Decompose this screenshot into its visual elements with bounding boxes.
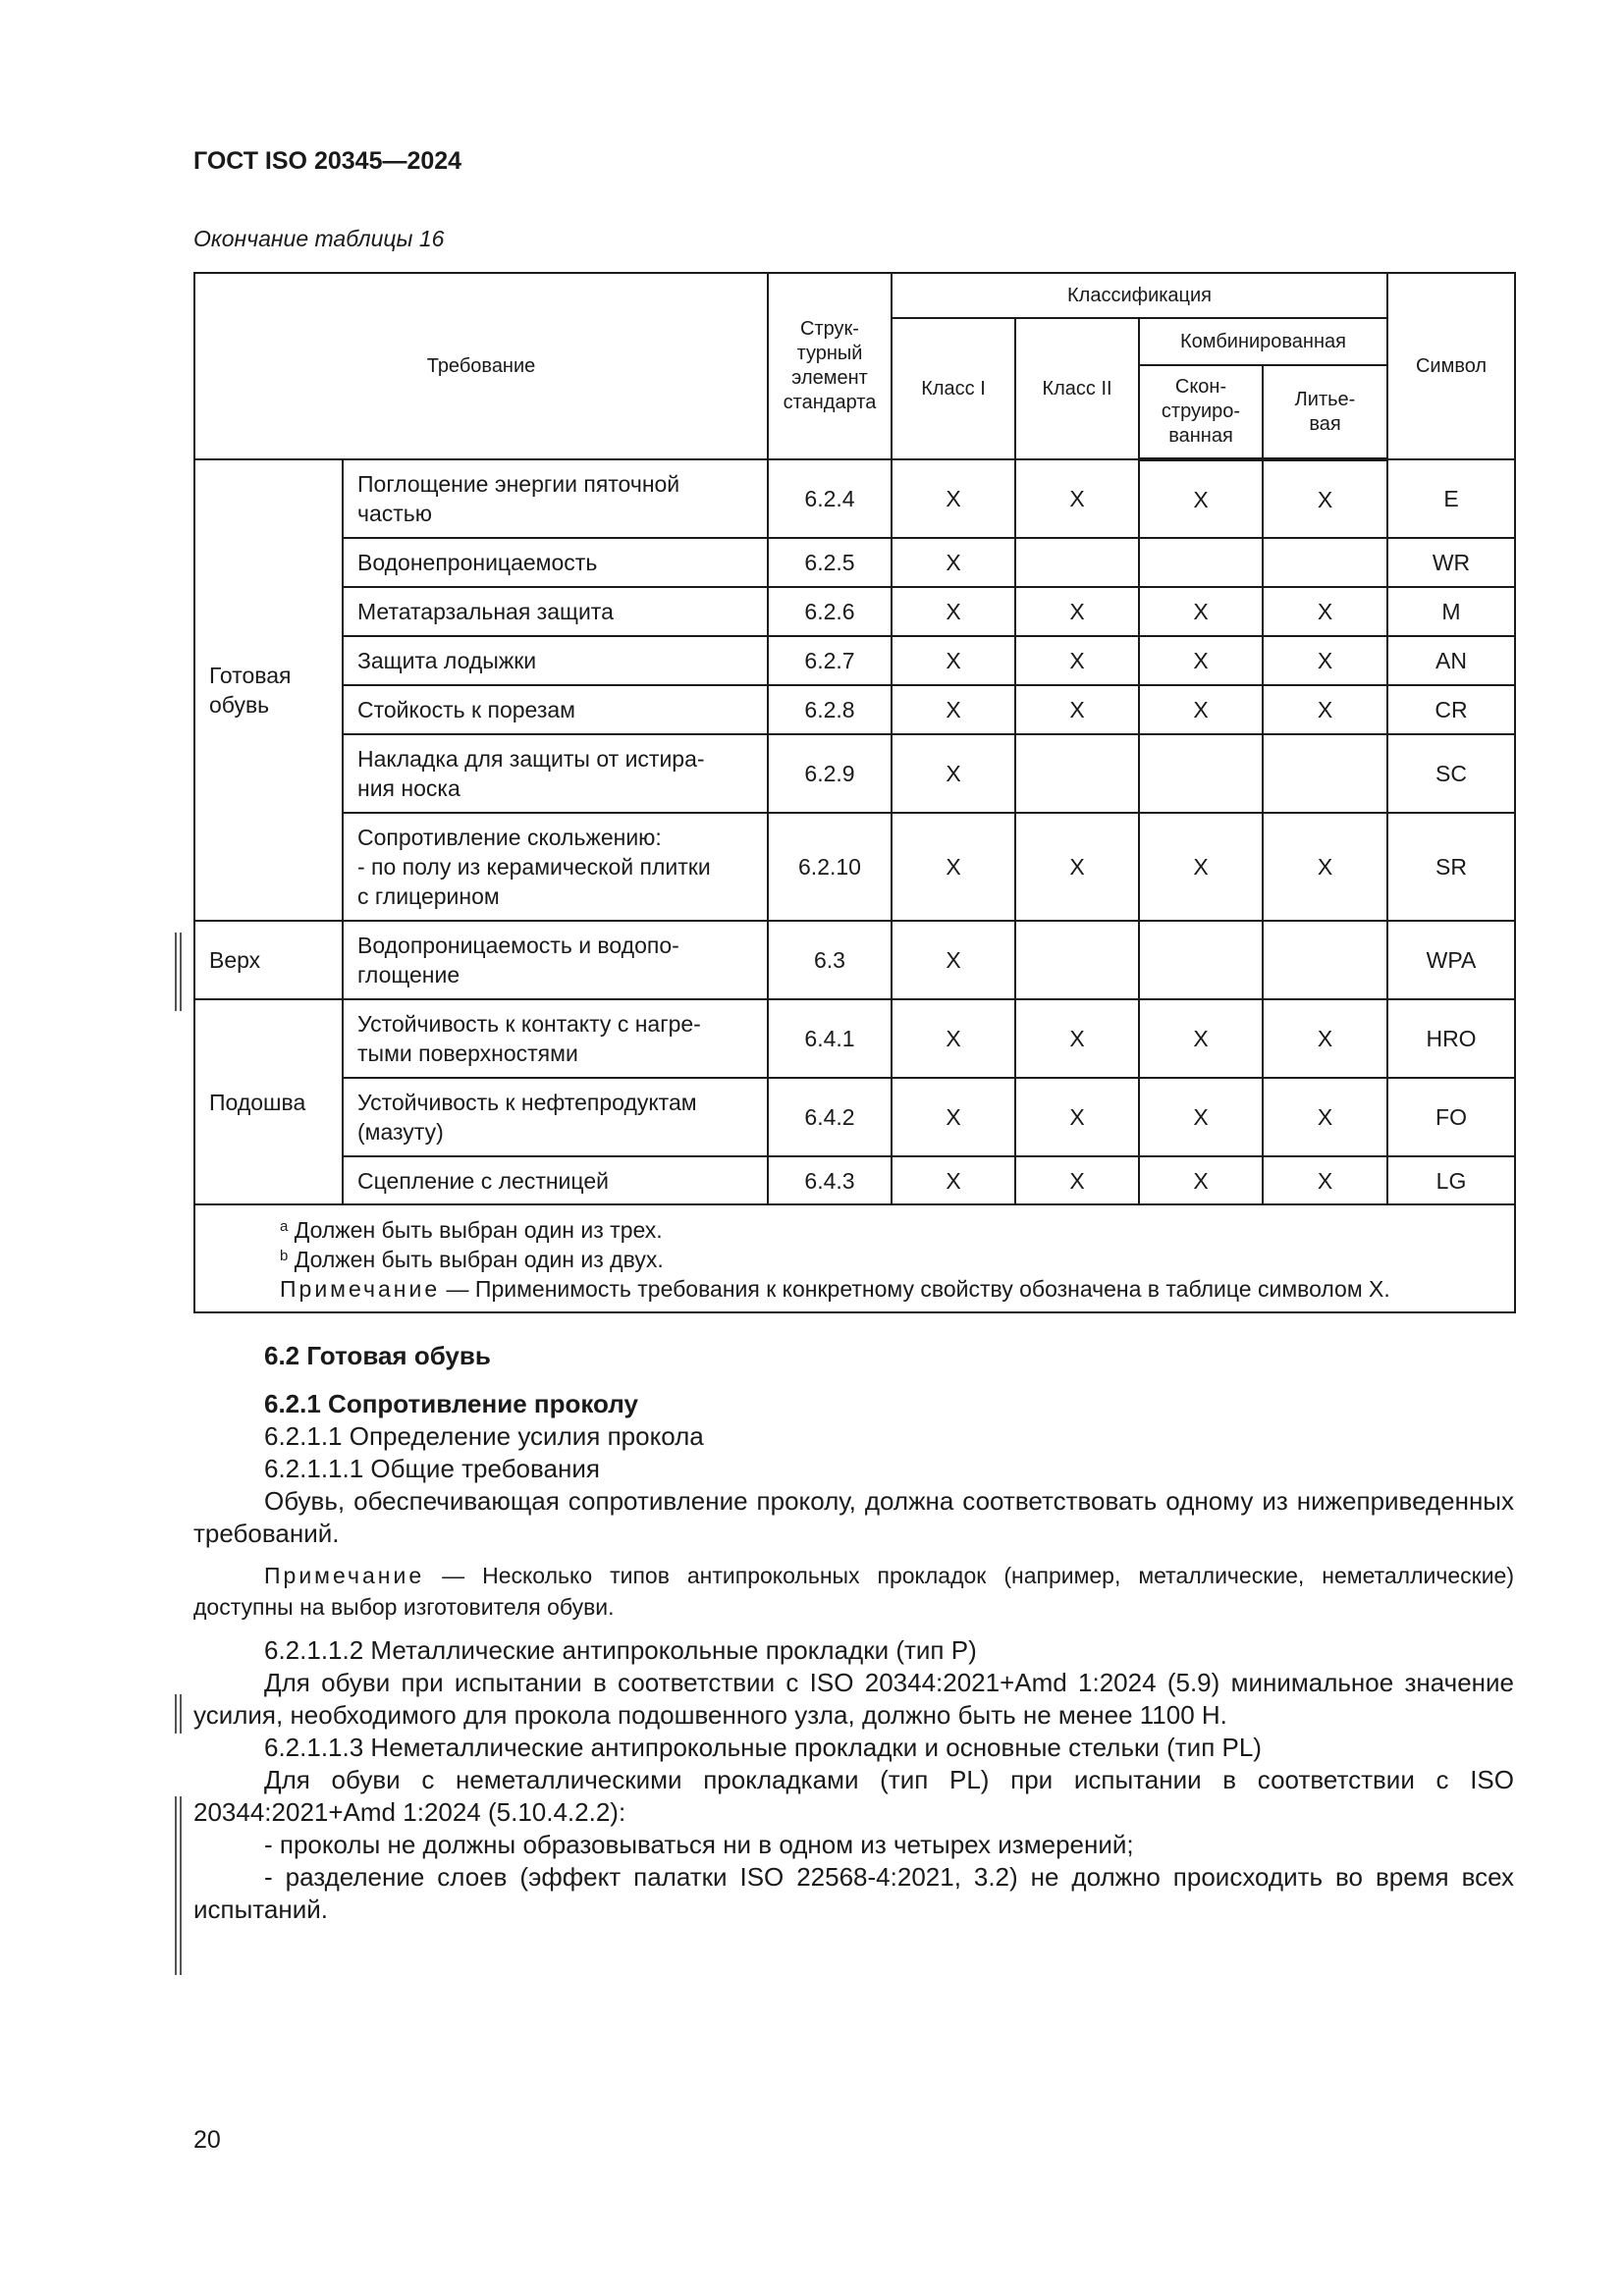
header-symbol: Символ	[1387, 273, 1515, 459]
symbol-cell: SC	[1387, 734, 1515, 813]
change-bar	[175, 1694, 177, 1734]
class2-cell	[1015, 921, 1139, 999]
table-row	[194, 734, 1515, 813]
symbol-cell: CR	[1387, 685, 1515, 734]
constructed-cell: X	[1139, 459, 1263, 538]
symbol-cell: SR	[1387, 813, 1515, 921]
class1-cell: X	[892, 734, 1015, 813]
symbol-cell: WR	[1387, 538, 1515, 587]
class1-cell: X	[892, 921, 1015, 999]
constructed-cell: X	[1139, 587, 1263, 636]
constructed-cell: X	[1139, 813, 1263, 921]
molded-cell: X	[1263, 636, 1387, 685]
header-combined: Комбинированная	[1139, 318, 1387, 365]
header-constructed: Скон- струиро- ванная	[1139, 365, 1263, 459]
molded-cell: X	[1263, 999, 1387, 1078]
molded-cell: X	[1263, 459, 1387, 538]
change-bar	[180, 1694, 182, 1734]
header-class-1: Класс I	[892, 318, 1015, 459]
class1-cell: X	[892, 587, 1015, 636]
header-molded: Литье- вая	[1263, 365, 1387, 459]
class2-cell: X	[1015, 685, 1139, 734]
section-6-2-1-1-1-heading: 6.2.1.1.1 Общие требования	[264, 1454, 600, 1483]
section-6-2-1-1-3-heading: 6.2.1.1.3 Неметаллические антипрокольные прокладки и основные стельки (тип PL)	[264, 1733, 1262, 1762]
symbol-cell: E	[1387, 459, 1515, 538]
class1-cell: X	[892, 1078, 1015, 1156]
ref-cell: 6.4.2	[768, 1078, 892, 1156]
molded-cell	[1263, 538, 1387, 587]
table-row	[194, 999, 1515, 1078]
class2-cell	[1015, 734, 1139, 813]
class2-cell: X	[1015, 587, 1139, 636]
group-sole: Подошва	[194, 999, 343, 1204]
molded-cell: X	[1263, 1156, 1387, 1204]
change-bar	[180, 1796, 182, 1975]
constructed-cell: X	[1139, 685, 1263, 734]
molded-cell: X	[1263, 587, 1387, 636]
constructed-cell: X	[1139, 1156, 1263, 1204]
header-classification: Классификация	[892, 273, 1387, 318]
class2-cell: X	[1015, 636, 1139, 685]
section-body	[193, 1340, 1514, 1926]
footnote-a: $^a$ Должен быть выбран один из трех.	[280, 1217, 663, 1243]
paragraph: Обувь, обеспечивающая сопротивление проколу, должна соответствовать одному из нижеприведенных требований.	[193, 1486, 1514, 1548]
requirement-cell: Устойчивость к контакту с нагре- тыми поверхностями	[343, 999, 768, 1078]
molded-cell	[1263, 734, 1387, 813]
requirement-cell: Водопроницаемость и водопо- глощение	[343, 921, 768, 999]
section-6-2-1-heading: 6.2.1 Сопротивление проколу	[264, 1389, 638, 1418]
group-upper: Верх	[194, 921, 343, 999]
constructed-cell	[1139, 538, 1263, 587]
ref-cell: 6.4.3	[768, 1156, 892, 1204]
constructed-cell: X	[1139, 1078, 1263, 1156]
table-row	[194, 636, 1515, 685]
requirement-cell: Метатарзальная защита	[343, 587, 768, 636]
page-number: 20	[193, 2126, 221, 2154]
requirement-cell: Поглощение энергии пяточной частью	[343, 459, 768, 538]
class1-cell: X	[892, 685, 1015, 734]
table-row	[194, 813, 1515, 921]
table-footnotes	[194, 1204, 1515, 1312]
class2-cell	[1015, 538, 1139, 587]
table-row	[194, 1156, 1515, 1204]
class2-cell: X	[1015, 459, 1139, 538]
ref-cell: 6.2.9	[768, 734, 892, 813]
class1-cell: X	[892, 636, 1015, 685]
class2-cell: X	[1015, 999, 1139, 1078]
class2-cell: X	[1015, 1156, 1139, 1204]
change-bar	[175, 933, 177, 1011]
constructed-cell: X	[1139, 999, 1263, 1078]
constructed-cell	[1139, 921, 1263, 999]
class1-cell: X	[892, 999, 1015, 1078]
symbol-cell: AN	[1387, 636, 1515, 685]
class1-cell: X	[892, 1156, 1015, 1204]
table-row	[194, 459, 1515, 538]
list-item: - разделение слоев (эффект палатки ISO 22568-4:2021, 3.2) не должно происходить во время всех испытаний.	[193, 1862, 1514, 1924]
change-bar	[180, 933, 182, 1011]
table-footnotes-row	[194, 1204, 1515, 1312]
group-finished-shoes: Готовая обувь	[194, 459, 343, 921]
requirement-cell: Устойчивость к нефтепродуктам (мазуту)	[343, 1078, 768, 1156]
ref-cell: 6.2.7	[768, 636, 892, 685]
constructed-cell: X	[1139, 636, 1263, 685]
molded-cell: X	[1263, 685, 1387, 734]
requirement-cell: Сцепление с лестницей	[343, 1156, 768, 1204]
class1-cell: X	[892, 459, 1015, 538]
requirement-cell: Водонепроницаемость	[343, 538, 768, 587]
header-requirement: Требование	[194, 273, 768, 459]
requirement-cell: Защита лодыжки	[343, 636, 768, 685]
ref-cell: 6.2.4	[768, 459, 892, 538]
change-bar	[175, 1796, 177, 1975]
table-note: Примечание — Применимость требования к конкретному свойству обозначена в таблице символом X.	[280, 1276, 1390, 1302]
table-16	[193, 272, 1516, 1313]
ref-cell: 6.2.10	[768, 813, 892, 921]
table-row	[194, 587, 1515, 636]
constructed-cell	[1139, 734, 1263, 813]
document-header: ГОСТ ISO 20345—2024	[193, 147, 462, 175]
molded-cell: X	[1263, 1078, 1387, 1156]
requirement-cell: Накладка для защиты от истира- ния носка	[343, 734, 768, 813]
table-row	[194, 685, 1515, 734]
body-note: Примечание — Несколько типов антипрокольных прокладок (например, металлические, неметаллические) доступны на выбор изготовителя обуви.	[193, 1563, 1514, 1620]
symbol-cell: FO	[1387, 1078, 1515, 1156]
ref-cell: 6.2.5	[768, 538, 892, 587]
section-6-2-1-1-heading: 6.2.1.1 Определение усилия прокола	[264, 1421, 704, 1451]
symbol-cell: HRO	[1387, 999, 1515, 1078]
molded-cell	[1263, 921, 1387, 999]
footnote-b: $^b$ Должен быть выбран один из двух.	[280, 1247, 664, 1272]
class2-cell: X	[1015, 1078, 1139, 1156]
requirement-cell: Сопротивление скольжению: - по полу из керамической плитки с глицерином	[343, 813, 768, 921]
header-class-2: Класс II	[1015, 318, 1139, 459]
class1-cell: X	[892, 813, 1015, 921]
list-item: - проколы не должны образовываться ни в одном из четырех измерений;	[264, 1830, 1134, 1859]
table-row	[194, 538, 1515, 587]
ref-cell: 6.4.1	[768, 999, 892, 1078]
symbol-cell: M	[1387, 587, 1515, 636]
table-caption: Окончание таблицы 16	[193, 226, 445, 251]
table-row	[194, 921, 1515, 999]
ref-cell: 6.3	[768, 921, 892, 999]
section-6-2-1-1-2-heading: 6.2.1.1.2 Металлические антипрокольные прокладки (тип P)	[264, 1635, 977, 1665]
ref-cell: 6.2.8	[768, 685, 892, 734]
paragraph: Для обуви с неметаллическими прокладками (тип PL) при испытании в соответствии с ISO 20344:2021+Amd 1:2024 (5.10.4.2.2):	[193, 1765, 1514, 1827]
symbol-cell: LG	[1387, 1156, 1515, 1204]
paragraph: Для обуви при испытании в соответствии с ISO 20344:2021+Amd 1:2024 (5.9) минимальное значение усилия, необходимого для прокола подошвенного узла, должно быть не менее 1100 Н.	[193, 1668, 1514, 1730]
molded-cell: X	[1263, 813, 1387, 921]
requirement-cell: Стойкость к порезам	[343, 685, 768, 734]
class1-cell: X	[892, 538, 1015, 587]
section-6-2-heading: 6.2 Готовая обувь	[264, 1341, 491, 1370]
symbol-cell: WPA	[1387, 921, 1515, 999]
header-structural-element: Струк- турный элемент стандарта	[768, 273, 892, 459]
table-row	[194, 1078, 1515, 1156]
ref-cell: 6.2.6	[768, 587, 892, 636]
class2-cell: X	[1015, 813, 1139, 921]
